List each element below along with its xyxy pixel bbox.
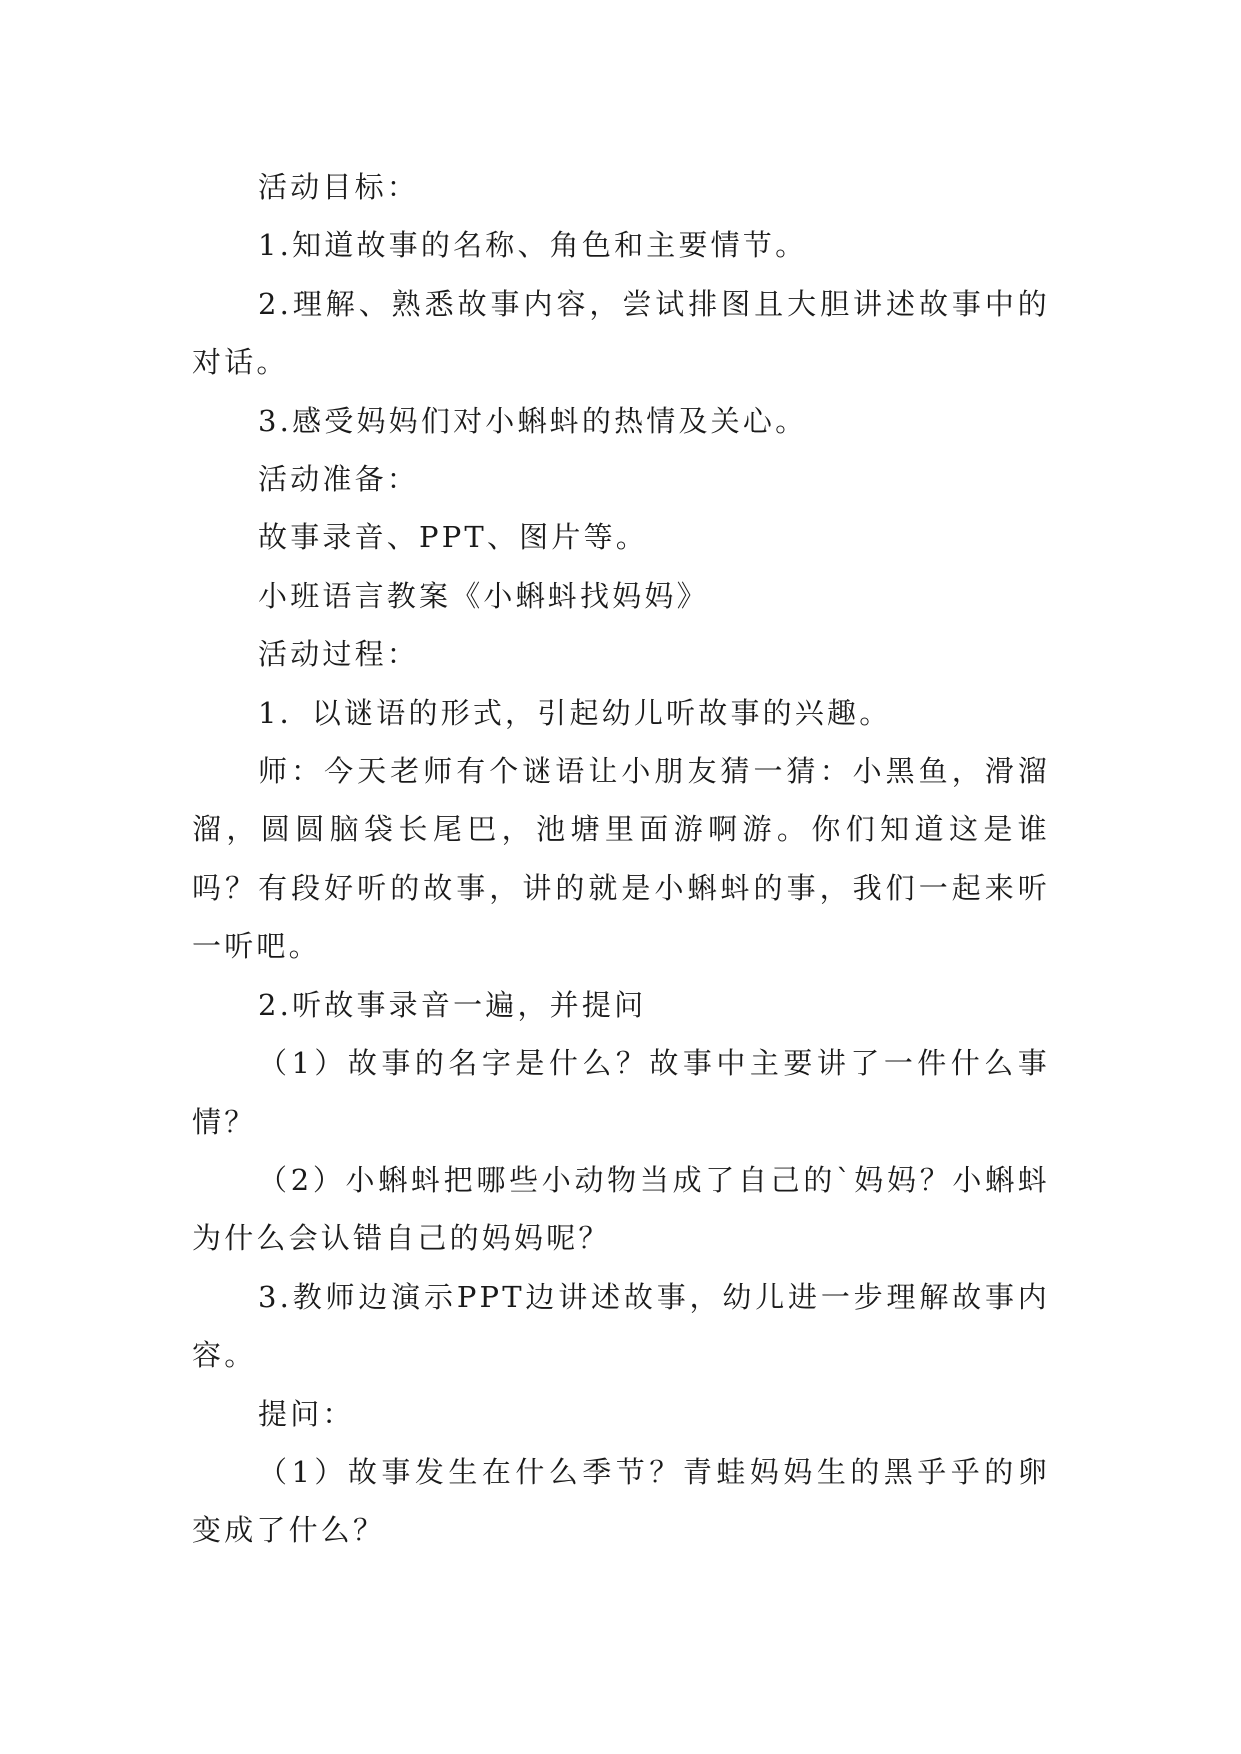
process-step: 2.听故事录音一遍，并提问 xyxy=(258,987,647,1022)
process-step: 3.教师边演示PPT边讲述故事，幼儿进一步理解故事内容。 xyxy=(192,1279,1050,1373)
process-step: 1．以谜语的形式，引起幼儿听故事的兴趣。 xyxy=(258,695,892,730)
section-heading-preparation: 活动准备： xyxy=(258,462,420,497)
goal-item: 1.知道故事的名称、角色和主要情节。 xyxy=(258,228,808,263)
section-heading-process: 活动过程： xyxy=(258,637,420,672)
goal-item: 3.感受妈妈们对小蝌蚪的热情及关心。 xyxy=(258,403,808,438)
question-item: （1）故事发生在什么季节？青蛙妈妈生的黑乎乎的卵变成了什么？ xyxy=(192,1454,1050,1548)
document-body xyxy=(192,158,1050,1560)
goal-item: 2.理解、熟悉故事内容，尝试排图且大胆讲述故事中的对话。 xyxy=(192,286,1050,380)
question-item: （2）小蝌蚪把哪些小动物当成了自己的`妈妈？小蝌蚪为什么会认错自己的妈妈呢？ xyxy=(192,1162,1050,1256)
questions-heading: 提问： xyxy=(258,1396,355,1431)
lesson-title: 小班语言教案《小蝌蚪找妈妈》 xyxy=(258,578,709,613)
question-item: （1）故事的名字是什么？故事中主要讲了一件什么事情？ xyxy=(192,1046,1050,1139)
section-heading-goals: 活动目标： xyxy=(258,170,420,204)
teacher-dialogue: 师：今天老师有个谜语让小朋友猜一猜：小黑鱼，滑溜溜，圆圆脑袋长尾巴，池塘里面游啊游。你们知道这是谁吗？有段好听的故事，讲的就是小蝌蚪的事，我们一起来听一听吧。 xyxy=(192,754,1050,964)
preparation-text: 故事录音、PPT、图片等。 xyxy=(258,520,648,555)
